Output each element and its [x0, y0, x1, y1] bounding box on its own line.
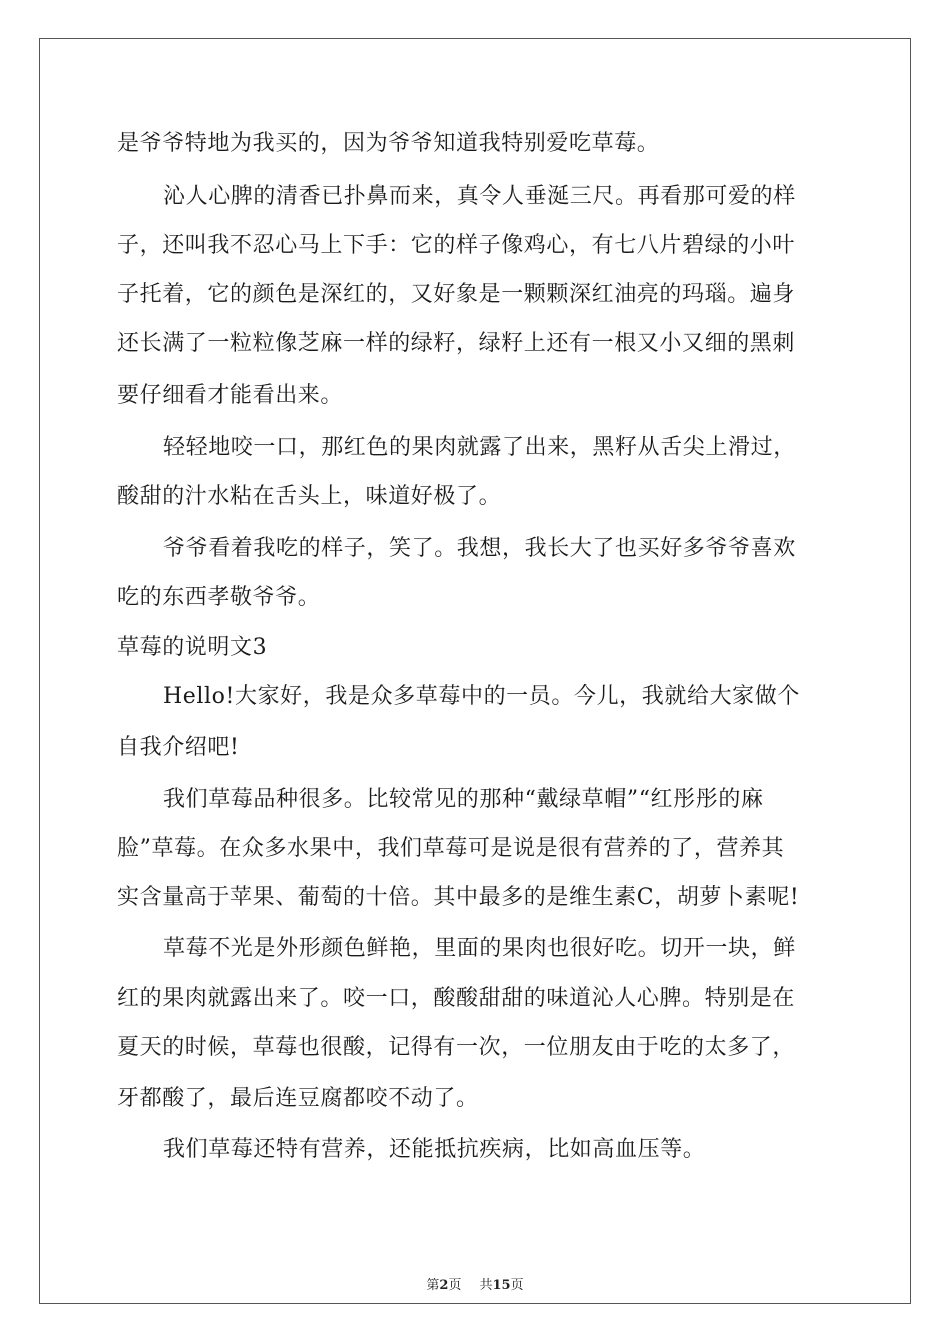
text-line: 还长满了一粒粒像芝麻一样的绿籽，绿籽上还有一根又小又细的黑刺: [117, 331, 796, 356]
text-line: 夏天的时候，草莓也很酸，记得有一次，一位朋友由于吃的太多了，: [117, 1035, 796, 1060]
text-line: 脸”草莓。在众多水果中，我们草莓可是说是很有营养的了，营养其: [117, 836, 785, 861]
text-line: 轻轻地咬一口，那红色的果肉就露了出来，黑籽从舌尖上滑过，: [163, 435, 796, 460]
text-line: 爷爷看着我吃的样子，笑了。我想，我长大了也买好多爷爷喜欢: [163, 536, 796, 561]
section-title: 草莓的说明文3: [117, 635, 268, 660]
total-suffix: 页: [510, 1278, 524, 1293]
text-line: 沁人心脾的清香已扑鼻而来，真令人垂涎三尺。再看那可爱的样: [163, 184, 796, 209]
text-line: 牙都酸了，最后连豆腐都咬不动了。: [117, 1086, 479, 1111]
text-line: 红的果肉就露出来了。咬一口，酸酸甜甜的味道沁人心脾。特别是在: [117, 986, 796, 1011]
page-number: 2: [439, 1278, 449, 1293]
total-prefix: 共: [479, 1278, 493, 1293]
page-border: [39, 38, 911, 1304]
text-line: 实含量高于苹果、葡萄的十倍。其中最多的是维生素C，胡萝卜素呢!: [117, 885, 800, 910]
text-line: 我们草莓还特有营养，还能抵抗疾病，比如高血压等。: [163, 1137, 706, 1162]
text-line: 酸甜的汁水粘在舌头上，味道好极了。: [117, 484, 502, 509]
text-line: 我们草莓品种很多。比较常见的那种“戴绿草帽”“红彤彤的麻: [163, 787, 764, 812]
text-line: 草莓不光是外形颜色鲜艳，里面的果肉也很好吃。切开一块，鲜: [163, 936, 796, 961]
text-line: 是爷爷特地为我买的，因为爷爷知道我特别爱吃草莓。: [117, 131, 660, 156]
text-line: Hello!大家好，我是众多草莓中的一员。今儿，我就给大家做个: [163, 684, 800, 709]
text-line: 子，还叫我不忍心马上下手：它的样子像鸡心，有七八片碧绿的小叶: [117, 233, 796, 258]
text-line: 要仔细看才能看出来。: [117, 383, 344, 408]
text-line: 吃的东西孝敬爷爷。: [117, 585, 321, 610]
page-footer: [0, 1278, 950, 1294]
page-prefix: 第: [426, 1278, 440, 1293]
page-suffix: 页: [448, 1278, 462, 1293]
text-line: 子托着，它的颜色是深红的，又好象是一颗颗深红油亮的玛瑙。遍身: [117, 282, 796, 307]
text-line: 自我介绍吧!: [117, 735, 240, 760]
total-pages: 15: [492, 1278, 511, 1293]
